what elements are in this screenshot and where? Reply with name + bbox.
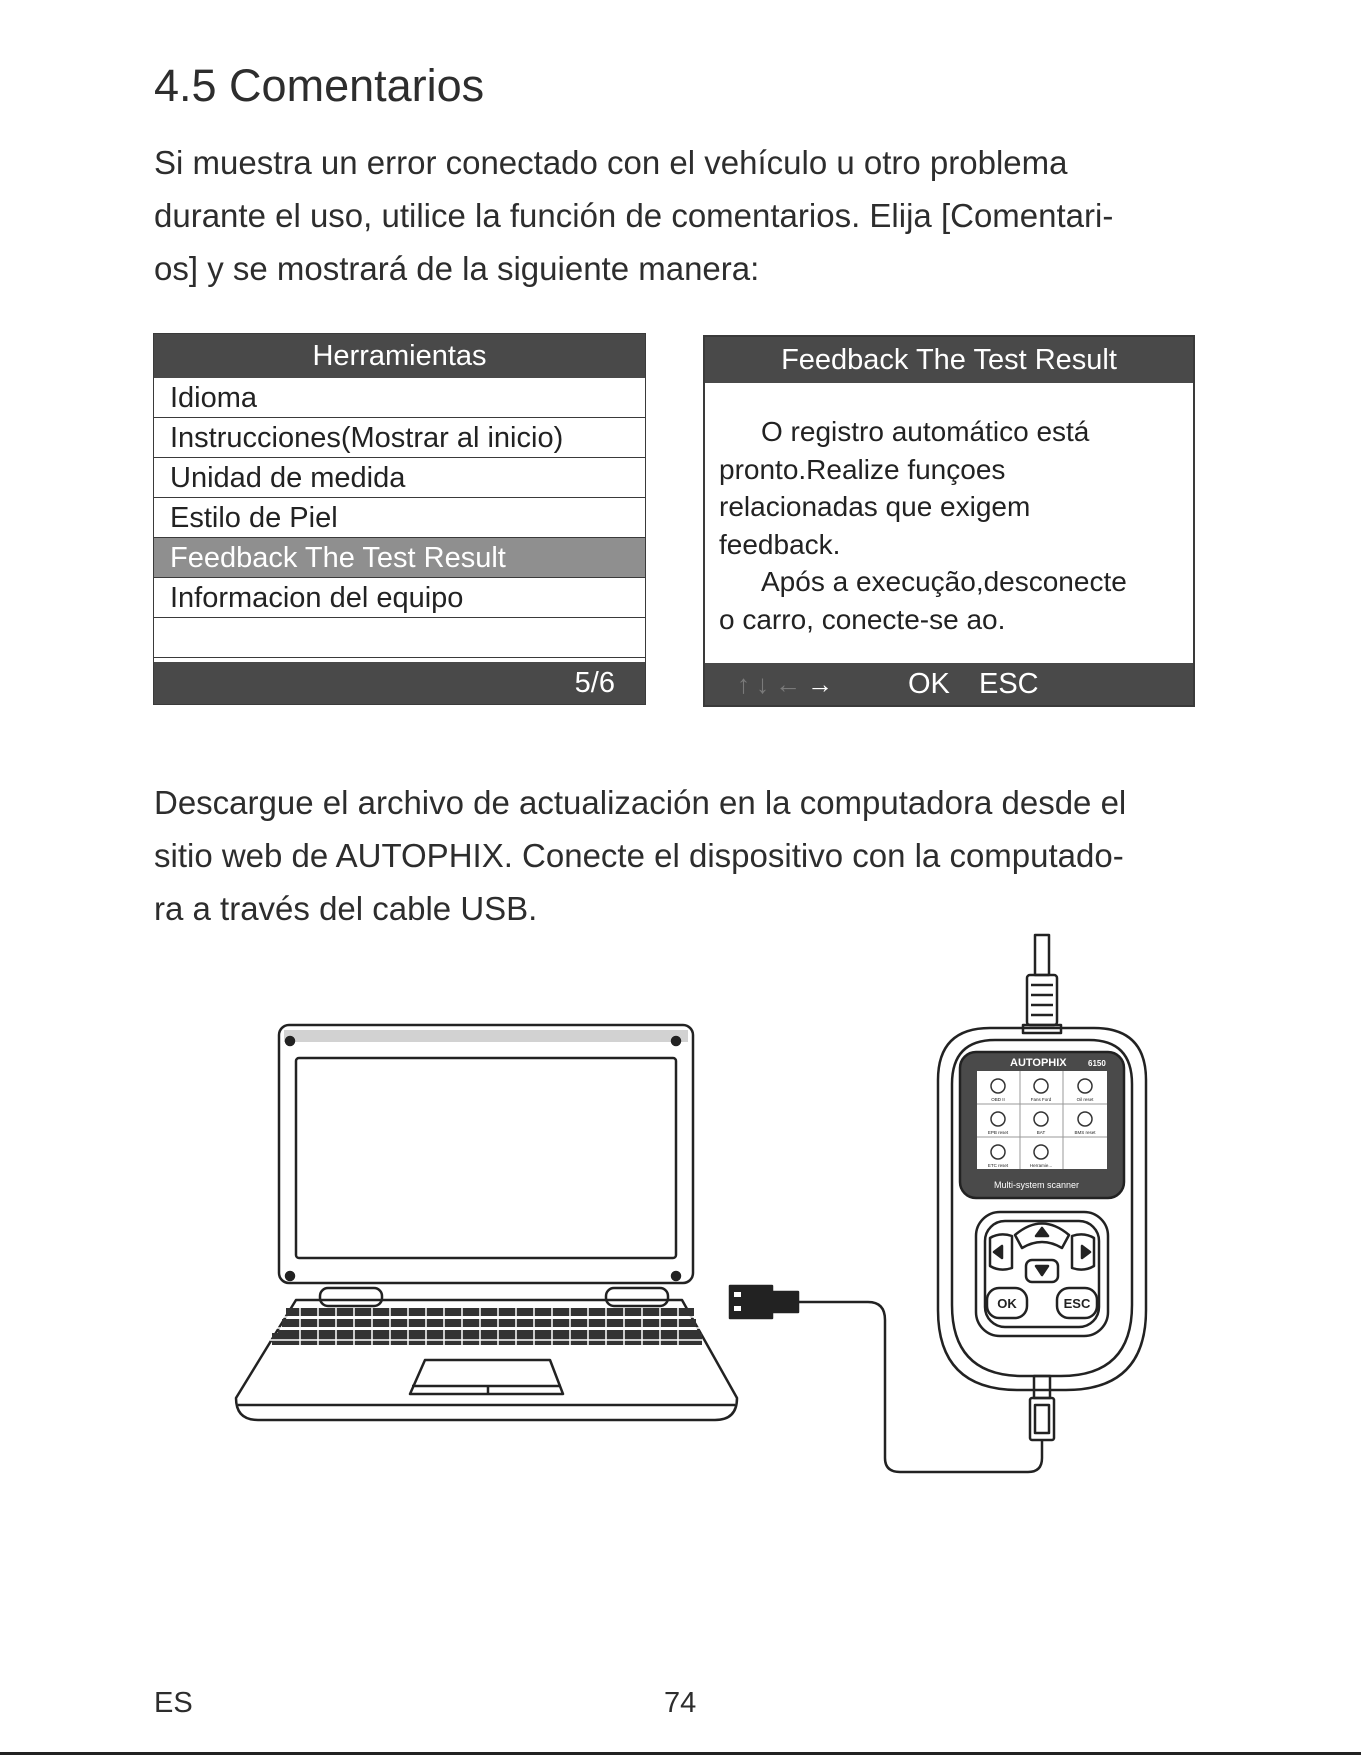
menu-title: Herramientas — [154, 334, 645, 378]
menu-list — [154, 378, 645, 658]
arrow-down-icon: ↓ — [756, 669, 775, 699]
scanner-device-icon — [938, 1028, 1146, 1440]
device-ok-key: OK — [997, 1296, 1017, 1311]
device-tagline: Multi-system scanner — [994, 1180, 1080, 1190]
device-brand: AUTOPHIX — [1010, 1057, 1067, 1069]
usb-plug-icon — [730, 1286, 798, 1318]
menu-item-device-info[interactable]: Informacion del equipo — [154, 578, 645, 618]
menu-item-empty — [154, 618, 645, 658]
intro-line: durante el uso, utilice la función de comentarios. Elija [Comentari- — [154, 197, 1114, 234]
ok-key-label: OK — [908, 668, 950, 700]
menu-item-units[interactable]: Unidad de medida — [154, 458, 645, 498]
instructions-paragraph — [154, 776, 1214, 935]
device-esc-key: ESC — [1063, 1296, 1091, 1311]
intro-paragraph — [154, 136, 1214, 295]
footer-language: ES — [154, 1687, 193, 1719]
instructions-line: sitio web de AUTOPHIX. Conecte el dispositivo con la computado- — [154, 837, 1124, 874]
instructions-line: ra a través del cable USB. — [154, 890, 538, 927]
laptop-icon — [236, 1025, 737, 1420]
bottom-rule — [0, 1752, 1361, 1755]
usb-connection-illustration — [0, 920, 1361, 1480]
device-icon-label: Fans Ford — [1030, 1097, 1052, 1102]
device-icon-label: ETC reset — [987, 1163, 1009, 1168]
feedback-screen — [703, 335, 1195, 707]
tools-menu-screen — [153, 333, 646, 705]
arrow-left-icon: ← — [775, 669, 807, 699]
device-icon-label: Oil reset — [1076, 1097, 1094, 1102]
section-heading: 4.5 Comentarios — [154, 60, 485, 111]
arrow-right-icon: → — [807, 669, 839, 699]
feedback-line: pronto.Realize funçoes — [719, 453, 1006, 485]
menu-item-feedback[interactable]: Feedback The Test Result — [154, 538, 645, 578]
intro-line: Si muestra un error conectado con el vehículo u otro problema — [154, 144, 1068, 181]
feedback-message — [705, 383, 1193, 638]
esc-key-label: ESC — [979, 668, 1039, 700]
feedback-title: Feedback The Test Result — [705, 337, 1193, 383]
feedback-line: relacionadas que exigem — [719, 491, 1031, 522]
device-icon-label: Herramie... — [1029, 1163, 1053, 1168]
device-icon-label: EPB reset — [987, 1130, 1009, 1135]
feedback-line: O registro automático está — [761, 416, 1090, 447]
device-icon-label: BMS reset — [1074, 1130, 1096, 1135]
navigation-arrows — [737, 663, 839, 705]
menu-item-skin-style[interactable]: Estilo de Piel — [154, 498, 645, 538]
device-icon-label: BAT — [1036, 1130, 1046, 1135]
device-model: 6150 — [1088, 1059, 1106, 1068]
instructions-line: Descargue el archivo de actualización en la computadora desde el — [154, 784, 1127, 821]
device-icon-label: OBD II — [991, 1097, 1005, 1102]
menu-item-instructions[interactable]: Instrucciones(Mostrar al inicio) — [154, 418, 645, 458]
page-indicator: 5/6 — [154, 662, 645, 704]
feedback-footer — [705, 663, 1193, 705]
intro-line: os] y se mostrará de la siguiente manera: — [154, 250, 760, 287]
feedback-line: feedback. — [719, 528, 841, 560]
arrow-up-icon: ↑ — [737, 669, 756, 699]
page-number: 74 — [664, 1687, 697, 1719]
feedback-line: Após a execução,desconecte — [761, 566, 1127, 597]
feedback-line: o carro, conecte-se ao. — [719, 603, 1006, 635]
menu-item-language[interactable]: Idioma — [154, 378, 645, 418]
